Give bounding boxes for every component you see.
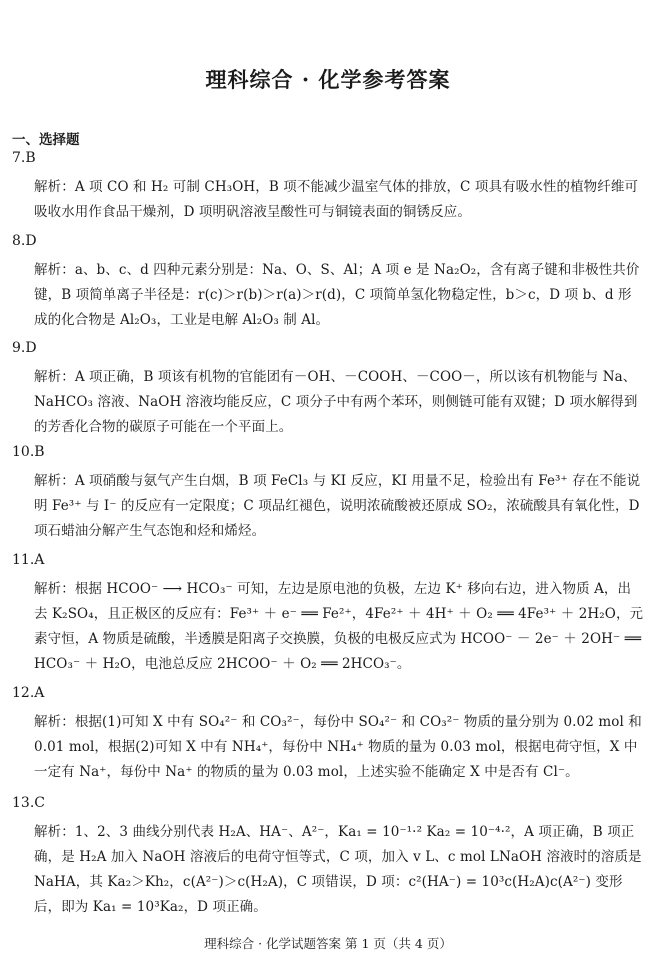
explanation-label: 解析： <box>34 714 75 730</box>
explanation-text: a、b、c、d 四种元素分别是：Na、O、S、Al；A 项 e 是 Na₂O₂，含有离子键和非极性共价键，B 项简单离子半径是：r(c)＞r(b)＞r(a)＞r(d)，C 项简单氢化物稳定性，b＞c，D 项 b、d 形成的化合物是 Al₂O₃，工业是电解 Al₂O₃ 制 Al。 <box>34 262 640 328</box>
question-number: 8.D <box>12 233 37 249</box>
explanation-text: 1、2、3 曲线分别代表 H₂A、HA⁻、A²⁻，Ka₁ = 10⁻¹·² Ka₂ = 10⁻⁴·²，A 项正确，B 项正确，是 H₂A 加入 NaOH 溶液后的电荷守恒等式，C 项，加入 v L、c mol LNaOH 溶液时的溶质是 NaHA，其 Ka₂＞Kh₂，c(A²⁻)＞c(H₂A)，C 项错误，D 项：c²(HA⁻) = 10³c(H₂A)c(A²⁻) 变形后，即为 Ka₁ = 10³Ka₂，D 项正确。 <box>34 824 642 915</box>
explanation-label: 解析： <box>34 473 75 489</box>
question-number: 10.B <box>12 444 45 460</box>
page-footer: 理科综合 · 化学试题答案 第 1 页（共 4 页） <box>204 936 452 951</box>
question-number: 7.B <box>12 150 36 166</box>
section-heading: 一、选择题 <box>12 132 80 148</box>
question-explanation <box>34 365 644 440</box>
question-number: 11.A <box>12 552 45 568</box>
explanation-text: A 项 CO 和 H₂ 可制 CH₃OH，B 项不能减少温室气体的排放，C 项具有吸水性的植物纤维可吸收水用作食品干燥剂，D 项明矾溶液呈酸性可与铜镜表面的铜锈反应。 <box>34 179 639 220</box>
question-explanation <box>34 710 644 785</box>
question-explanation <box>34 175 644 225</box>
question-number: 12.A <box>12 685 45 701</box>
question-explanation <box>34 577 644 677</box>
explanation-label: 解析： <box>34 824 75 840</box>
explanation-label: 解析： <box>34 581 75 597</box>
explanation-label: 解析： <box>34 179 75 195</box>
explanation-text: A 项正确，B 项该有机物的官能团有－OH、－COOH、－COO－，所以该有机物能与 Na、NaHCO₃ 溶液、NaOH 溶液均能反应，C 项分子中有两个苯环，则侧链可能有双键；D 项水解得到的芳香化合物的碳原子可能在一个平面上。 <box>34 369 638 435</box>
question-explanation <box>34 469 644 544</box>
question-explanation <box>34 258 644 333</box>
explanation-label: 解析： <box>34 369 75 385</box>
explanation-text: A 项硝酸与氨气产生白烟，B 项 FeCl₃ 与 KI 反应，KI 用量不足，检验出有 Fe³⁺ 存在不能说明 Fe³⁺ 与 I⁻ 的反应有一定限度；C 项品红褪色，说明浓硫酸被还原成 SO₂，浓硫酸具有氧化性，D 项石蜡油分解产生气态饱和烃和烯烃。 <box>34 473 641 539</box>
explanation-text: 根据 HCOO⁻ ⟶ HCO₃⁻ 可知，左边是原电池的负极，左边 K⁺ 移向右边，进入物质 A，出去 K₂SO₄，且正极区的反应有：Fe³⁺ ＋ e⁻ ══ Fe²⁺，4Fe²⁺ ＋ 4H⁺ ＋ O₂ ══ 4Fe³⁺ ＋ 2H₂O，元素守恒，A 物质是硫酸，半透膜是阳离子交换膜，负极的电极反应式为 HCOO⁻ － 2e⁻ ＋ 2OH⁻ ══ HCO₃⁻ ＋ H₂O，电池总反应 2HCOO⁻ ＋ O₂ ══ 2HCO₃⁻。 <box>34 581 644 672</box>
explanation-label: 解析： <box>34 262 75 278</box>
explanation-text: 根据(1)可知 X 中有 SO₄²⁻ 和 CO₃²⁻，每份中 SO₄²⁻ 和 CO₃²⁻ 物质的量分别为 0.02 mol 和 0.01 mol，根据(2)可知 X 中有 NH₄⁺，每份中 NH₄⁺ 物质的量为 0.03 mol，根据电荷守恒，X 中一定有 Na⁺，每份中 Na⁺ 的物质的量为 0.03 mol，上述实验不能确定 X 中是否有 Cl⁻。 <box>34 714 642 780</box>
page-title: 理科综合 · 化学参考答案 <box>205 67 451 92</box>
question-number: 9.D <box>12 340 37 356</box>
question-explanation <box>34 820 644 920</box>
question-number: 13.C <box>12 795 45 811</box>
